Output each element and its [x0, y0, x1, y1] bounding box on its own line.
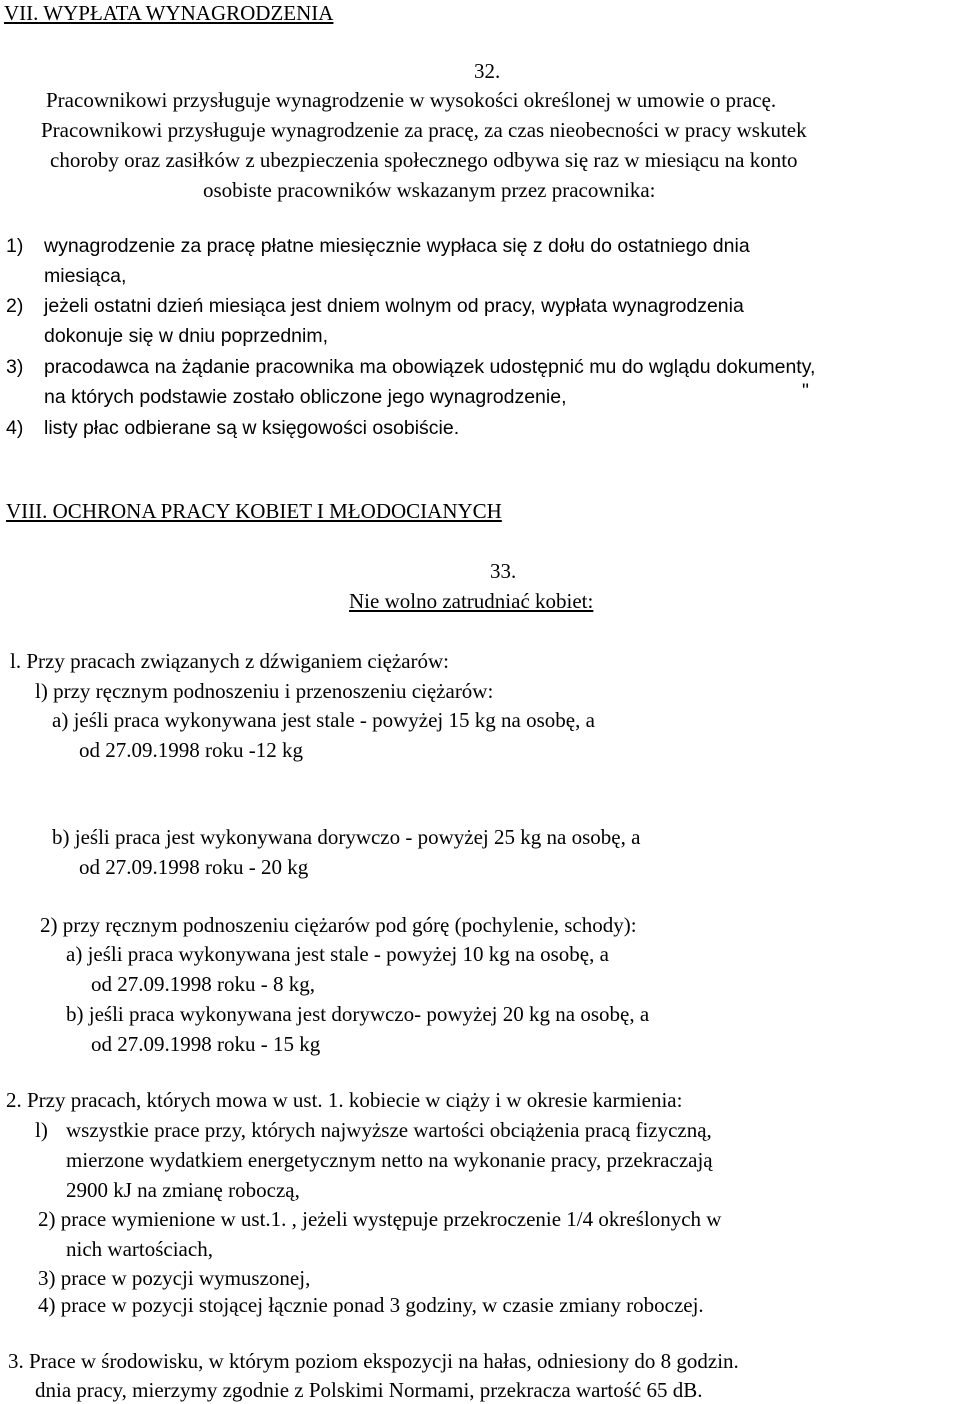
- sub-item: 2900 kJ na zmianę roboczą,: [66, 1178, 300, 1202]
- point-text: dnia pracy, mierzymy zgodnie z Polskimi Normami, przekracza wartość 65 dB.: [35, 1378, 703, 1402]
- list-item-text: na których podstawie zostało obliczone jego wynagrodzenie,: [44, 386, 567, 408]
- sub-item: a) jeśli praca wykonywana jest stale - powyżej 15 kg na osobę, a: [52, 708, 595, 732]
- sub-item: od 27.09.1998 roku - 20 kg: [79, 855, 309, 879]
- sub-item: nich wartościach,: [66, 1237, 213, 1261]
- point-title: 2. Przy pracach, których mowa w ust. 1. kobiecie w ciąży i w okresie karmienia:: [6, 1088, 683, 1112]
- stray-quote-mark: ": [802, 380, 809, 402]
- sub-item: 3) prace w pozycji wymuszonej,: [38, 1266, 311, 1290]
- point-title: l. Przy pracach związanych z dźwiganiem ciężarów:: [10, 649, 450, 673]
- sub-item: mierzone wydatkiem energetycznym netto na wykonanie pracy, przekraczają: [66, 1148, 713, 1172]
- sub-item: 2) prace wymienione w ust.1. , jeżeli występuje przekroczenie 1/4 określonych w: [38, 1207, 722, 1231]
- sub-item: b) jeśli praca jest wykonywana dorywczo - powyżej 25 kg na osobę, a: [52, 825, 641, 849]
- intro-line: osobiste pracowników wskazanym przez pracownika:: [203, 178, 656, 202]
- intro-line: Pracownikowi przysługuje wynagrodzenie w wysokości określonej w umowie o pracę.: [46, 88, 777, 112]
- list-item-number: 3): [6, 356, 24, 378]
- point-title: 3. Prace w środowisku, w którym poziom ekspozycji na hałas, odniesiony do 8 godzin.: [8, 1349, 739, 1373]
- list-item-text: pracodawca na żądanie pracownika ma obowiązek udostępnić mu do wglądu dokumenty,: [44, 356, 816, 378]
- sub-item: b) jeśli praca wykonywana jest dorywczo- powyżej 20 kg na osobę, a: [66, 1002, 650, 1026]
- sub-item: wszystkie prace przy, których najwyższe wartości obciążenia pracą fizyczną,: [66, 1118, 712, 1142]
- sub-item: od 27.09.1998 roku - 8 kg,: [91, 972, 315, 996]
- sub-item: od 27.09.1998 roku -12 kg: [79, 738, 303, 762]
- intro-line: choroby oraz zasiłków z ubezpieczenia społecznego odbywa się raz w miesiącu na konto: [50, 148, 798, 172]
- sub-item: 2) przy ręcznym podnoszeniu ciężarów pod górę (pochylenie, schody):: [40, 913, 637, 937]
- list-item-number: 4): [6, 417, 24, 439]
- paragraph-number-33: 33.: [490, 559, 517, 583]
- list-item-text: dokonuje się w dniu poprzednim,: [44, 325, 329, 347]
- sub-item: od 27.09.1998 roku - 15 kg: [91, 1032, 321, 1056]
- sub-item: a) jeśli praca wykonywana jest stale - powyżej 10 kg na osobę, a: [66, 942, 609, 966]
- list-item-number: 1): [6, 235, 24, 257]
- list-item-text: miesiąca,: [44, 265, 127, 287]
- section-heading-viii: VIII. OCHRONA PRACY KOBIET I MŁODOCIANYCH: [6, 499, 502, 523]
- list-item-text: listy płac odbierane są w księgowości osobiście.: [44, 417, 460, 439]
- list-item-text: jeżeli ostatni dzień miesiąca jest dniem wolnym od pracy, wypłata wynagrodzenia: [44, 295, 744, 317]
- intro-line: Pracownikowi przysługuje wynagrodzenie za pracę, za czas nieobecności w pracy wskutek: [41, 118, 807, 142]
- list-item-number: l): [35, 1118, 48, 1142]
- subheading: Nie wolno zatrudniać kobiet:: [349, 589, 594, 613]
- sub-item: l) przy ręcznym podnoszeniu i przenoszeniu ciężarów:: [35, 679, 494, 703]
- list-item-text: wynagrodzenie za pracę płatne miesięcznie wypłaca się z dołu do ostatniego dnia: [44, 235, 750, 257]
- section-heading-vii: VII. WYPŁATA WYNAGRODZENIA: [4, 1, 334, 25]
- sub-item: 4) prace w pozycji stojącej łącznie ponad 3 godziny, w czasie zmiany roboczej.: [38, 1293, 704, 1317]
- paragraph-number-32: 32.: [474, 59, 501, 83]
- list-item-number: 2): [6, 295, 24, 317]
